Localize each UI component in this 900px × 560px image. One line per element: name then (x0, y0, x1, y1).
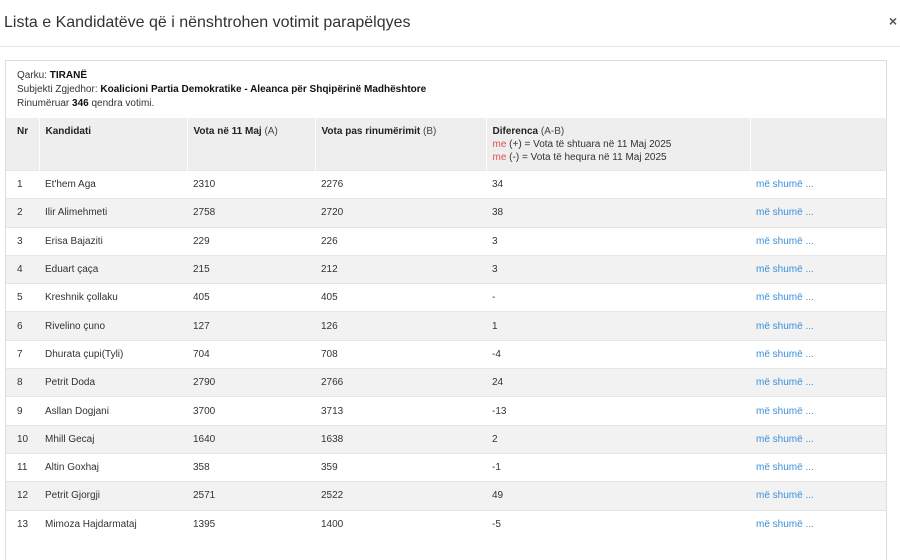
table-row (6, 312, 886, 340)
cell-kandidati: Asllan Dogjani (39, 397, 187, 425)
header-diferenca-label: Diferenca (492, 126, 539, 137)
cell-nr: 9 (6, 397, 39, 425)
table-row (6, 510, 886, 538)
cell-nr: 11 (6, 453, 39, 481)
cell-more (750, 369, 886, 397)
cell-vota-b: 2766 (315, 369, 486, 397)
header-vota-b (315, 118, 486, 171)
cell-vota-b: 212 (315, 255, 486, 283)
candidates-panel (5, 60, 887, 560)
cell-diferenca: 3 (486, 227, 750, 255)
table-header-row (6, 118, 886, 171)
cell-more (750, 482, 886, 510)
cell-vota-b: 708 (315, 340, 486, 368)
legend-plus-me: me (492, 139, 507, 150)
cell-diferenca: 24 (486, 369, 750, 397)
header-vota-a-label: Vota në 11 Maj (193, 126, 262, 137)
more-link[interactable]: më shumë ... (756, 320, 814, 332)
cell-nr: 7 (6, 340, 39, 368)
subjekti-label: Subjekti Zgjedhor: (17, 84, 101, 95)
cell-nr: 12 (6, 482, 39, 510)
header-kandidati: Kandidati (39, 118, 187, 171)
table-row (6, 340, 886, 368)
cell-more (750, 199, 886, 227)
table-row (6, 482, 886, 510)
more-link[interactable]: më shumë ... (756, 348, 814, 360)
cell-vota-b: 1400 (315, 510, 486, 538)
more-link[interactable]: më shumë ... (756, 518, 814, 530)
table-row (6, 284, 886, 312)
cell-nr: 4 (6, 255, 39, 283)
cell-vota-a: 2571 (187, 482, 315, 510)
cell-kandidati: Altin Goxhaj (39, 453, 187, 481)
cell-vota-a: 1640 (187, 425, 315, 453)
cell-kandidati: Kreshnik çollaku (39, 284, 187, 312)
cell-diferenca: 1 (486, 312, 750, 340)
modal-header (0, 0, 900, 47)
table-row (6, 453, 886, 481)
more-link[interactable]: më shumë ... (756, 405, 814, 417)
table-row (6, 425, 886, 453)
cell-kandidati: Ilir Alimehmeti (39, 199, 187, 227)
cell-nr: 2 (6, 199, 39, 227)
cell-kandidati: Et'hem Aga (39, 171, 187, 199)
cell-diferenca: -5 (486, 510, 750, 538)
cell-vota-b: 359 (315, 453, 486, 481)
cell-vota-a: 2758 (187, 199, 315, 227)
qarku-label: Qarku: (17, 70, 50, 81)
rinumeruar-suffix: qendra votimi. (88, 98, 155, 109)
cell-more (750, 284, 886, 312)
cell-nr: 10 (6, 425, 39, 453)
cell-more (750, 425, 886, 453)
header-actions (750, 118, 886, 171)
cell-vota-a: 358 (187, 453, 315, 481)
table-row (6, 227, 886, 255)
cell-kandidati: Eduart çaça (39, 255, 187, 283)
cell-diferenca: 34 (486, 171, 750, 199)
table-row (6, 255, 886, 283)
cell-diferenca: 3 (486, 255, 750, 283)
cell-vota-a: 405 (187, 284, 315, 312)
table-row (6, 369, 886, 397)
cell-vota-b: 3713 (315, 397, 486, 425)
cell-kandidati: Dhurata çupi(Tyli) (39, 340, 187, 368)
more-link[interactable]: më shumë ... (756, 207, 814, 219)
legend-minus-me: me (492, 152, 507, 163)
cell-nr: 3 (6, 227, 39, 255)
header-vota-a-sub: (A) (264, 126, 278, 137)
subjekti-line (17, 83, 875, 97)
legend-minus (493, 152, 744, 163)
qarku-line (17, 69, 875, 83)
cell-vota-a: 3700 (187, 397, 315, 425)
cell-nr: 6 (6, 312, 39, 340)
more-link[interactable]: më shumë ... (756, 235, 814, 247)
more-link[interactable]: më shumë ... (756, 179, 814, 191)
legend-minus-text: (-) = Vota të hequra në 11 Maj 2025 (506, 152, 667, 163)
header-vota-b-sub: (B) (423, 126, 437, 137)
cell-more (750, 340, 886, 368)
cell-more (750, 227, 886, 255)
cell-vota-a: 704 (187, 340, 315, 368)
rinumeruar-label: Rinumëruar (17, 98, 73, 109)
more-link[interactable]: më shumë ... (756, 490, 814, 502)
cell-diferenca: -13 (486, 397, 750, 425)
cell-vota-a: 2790 (187, 369, 315, 397)
close-button[interactable]: × (888, 13, 897, 29)
cell-nr: 13 (6, 510, 39, 538)
candidates-table (6, 118, 886, 538)
cell-more (750, 510, 886, 538)
cell-diferenca: -4 (486, 340, 750, 368)
more-link[interactable]: më shumë ... (756, 377, 814, 389)
cell-vota-a: 127 (187, 312, 315, 340)
cell-nr: 5 (6, 284, 39, 312)
cell-more (750, 312, 886, 340)
table-row (6, 199, 886, 227)
more-link[interactable]: më shumë ... (756, 462, 814, 474)
legend-plus (493, 139, 744, 150)
more-link[interactable]: më shumë ... (756, 292, 814, 304)
cell-vota-b: 2276 (315, 171, 486, 199)
cell-kandidati: Erisa Bajaziti (39, 227, 187, 255)
more-link[interactable]: më shumë ... (756, 264, 814, 276)
cell-kandidati: Mhill Gecaj (39, 425, 187, 453)
cell-diferenca: 2 (486, 425, 750, 453)
cell-vota-b: 1638 (315, 425, 486, 453)
cell-vota-a: 215 (187, 255, 315, 283)
cell-vota-b: 2522 (315, 482, 486, 510)
cell-more (750, 171, 886, 199)
header-diferenca (486, 118, 750, 171)
cell-kandidati: Petrit Doda (39, 369, 187, 397)
cell-vota-b: 126 (315, 312, 486, 340)
cell-diferenca: -1 (486, 453, 750, 481)
table-row (6, 171, 886, 199)
table-body (6, 171, 886, 539)
cell-vota-a: 1395 (187, 510, 315, 538)
header-diferenca-sub: (A-B) (540, 126, 565, 137)
subjekti-value: Koalicioni Partia Demokratike - Aleanca për Shqipërinë Madhështore (100, 84, 427, 95)
header-vota-b-label: Vota pas rinumërimit (321, 126, 421, 137)
header-nr: Nr (6, 118, 39, 171)
cell-diferenca: - (486, 284, 750, 312)
cell-nr: 8 (6, 369, 39, 397)
cell-diferenca: 38 (486, 199, 750, 227)
cell-vota-a: 2310 (187, 171, 315, 199)
cell-vota-b: 226 (315, 227, 486, 255)
cell-vota-b: 2720 (315, 199, 486, 227)
cell-more (750, 453, 886, 481)
cell-more (750, 255, 886, 283)
cell-more (750, 397, 886, 425)
cell-diferenca: 49 (486, 482, 750, 510)
more-link[interactable]: më shumë ... (756, 433, 814, 445)
rinumeruar-count: 346 (72, 98, 89, 109)
cell-kandidati: Petrit Gjorgji (39, 482, 187, 510)
table-row (6, 397, 886, 425)
cell-kandidati: Mimoza Hajdarmataj (39, 510, 187, 538)
cell-nr: 1 (6, 171, 39, 199)
header-vota-a (187, 118, 315, 171)
modal-title: Lista e Kandidatëve që i nënshtrohen votimit parapëlqyes (4, 14, 411, 31)
info-block (6, 61, 886, 111)
cell-kandidati: Rivelino çuno (39, 312, 187, 340)
legend-plus-text: (+) = Vota të shtuara në 11 Maj 2025 (506, 139, 672, 150)
rinumeruar-line (17, 97, 875, 111)
qarku-value: TIRANË (49, 70, 88, 81)
cell-vota-b: 405 (315, 284, 486, 312)
cell-vota-a: 229 (187, 227, 315, 255)
